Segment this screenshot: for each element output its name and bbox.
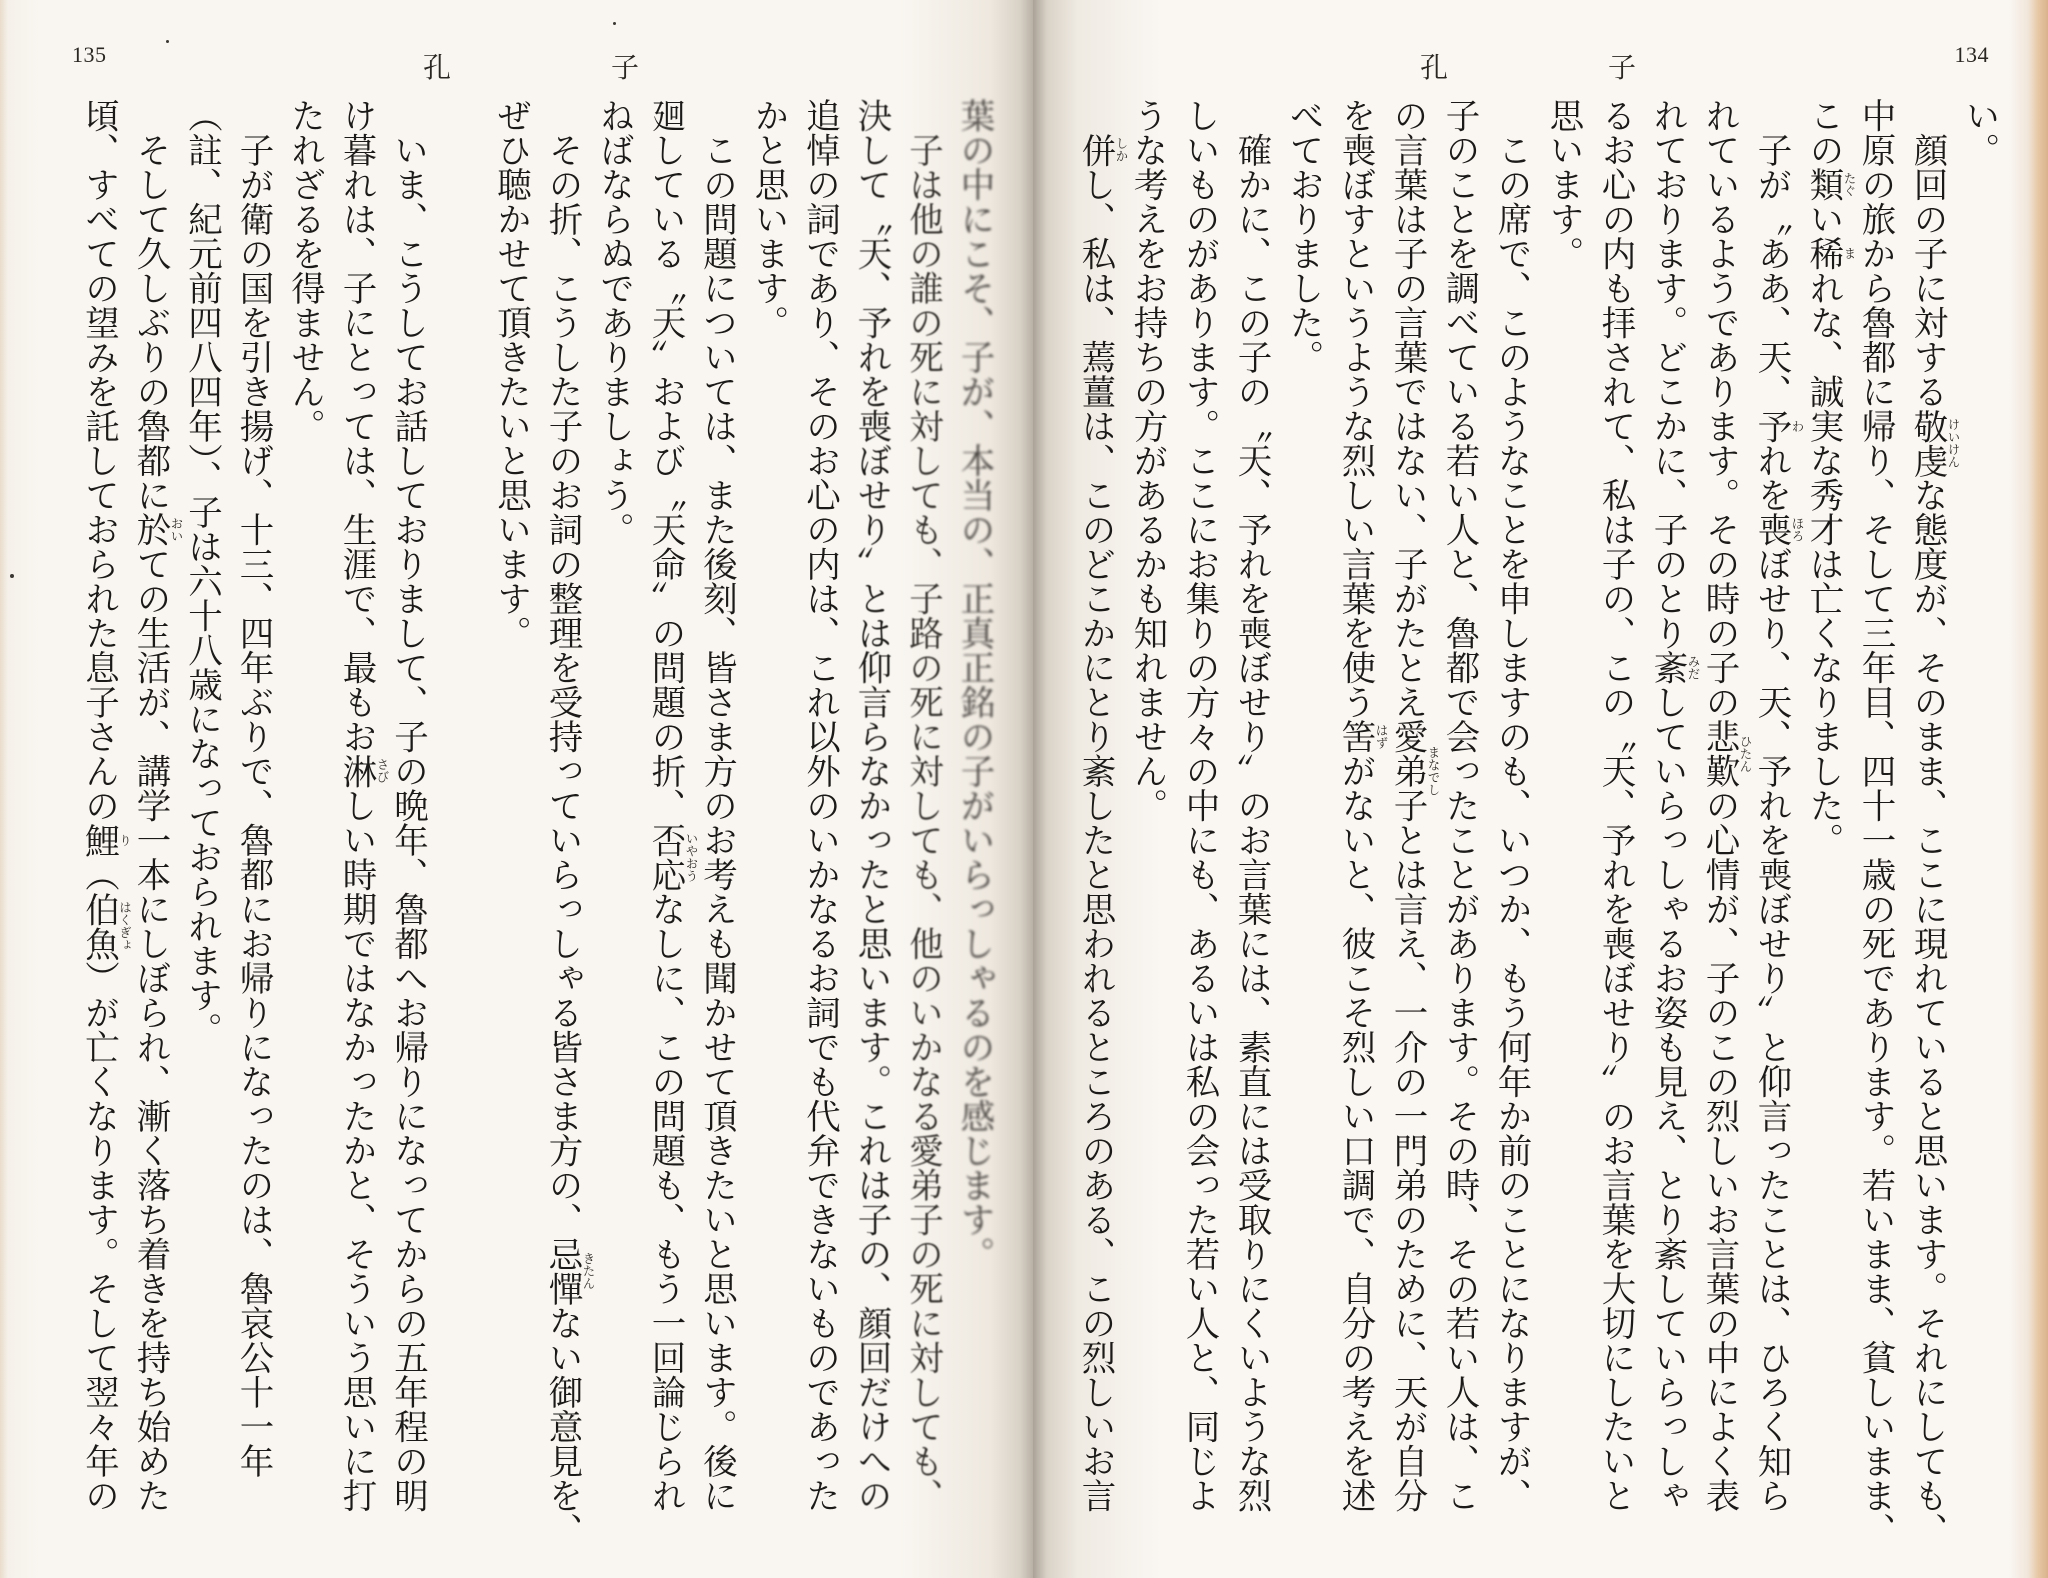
- ruby-word: [1387, 719, 1441, 823]
- text-run: 中原の旅から魯都に帰り、そして三年目、四十一歳の死であります。若いまま、貧しいまま、: [1855, 98, 1895, 1547]
- text-run: ぼせり、天、予れを喪ぼせり〟と仰言ったことは、ひろく知ら: [1751, 546, 1791, 1513]
- text-run: ての生活が、講学一本にしぼられ、漸く落ち着きを持ち始めた: [130, 546, 170, 1513]
- text-line: [948, 98, 1000, 1558]
- ruby-base: 鯉: [78, 822, 119, 857]
- ruby-base: 稀: [1803, 236, 1843, 271]
- ruby-annotation: みだ: [1686, 654, 1701, 680]
- text-run: 思います。: [1543, 98, 1583, 271]
- text-run: その折、こうした子のお詞の整理を受持っていらっしゃる皆さま方の、: [542, 98, 582, 1237]
- text-line: [1901, 98, 1961, 1558]
- text-run: け暮れは、子にとっては、生涯で、最もお: [336, 98, 376, 754]
- text-run: この: [1803, 98, 1843, 167]
- ruby-word: [1335, 719, 1389, 754]
- scan-speck: [613, 22, 616, 25]
- text-run: [1075, 98, 1115, 133]
- text-line: [1745, 98, 1805, 1558]
- ruby-annotation: おい: [169, 516, 184, 542]
- text-line: [1589, 98, 1641, 1558]
- text-line: [1069, 98, 1129, 1558]
- ruby-annotation: はず: [1374, 723, 1389, 749]
- scan-speck: [10, 574, 14, 578]
- text-line: [484, 98, 536, 1558]
- text-run: 顔回の子に対する: [1907, 98, 1947, 409]
- ruby-base: 悲歎: [1699, 719, 1739, 788]
- ruby-annotation: いやおう: [684, 832, 699, 882]
- text-line: [639, 98, 699, 1558]
- ruby-word: [1803, 236, 1857, 271]
- text-line: [1329, 98, 1389, 1558]
- text-run: （註、紀元前四八四年）、子は六十八歳になっておられます。: [181, 98, 222, 1047]
- text-run: れております。どこかに、子のとり: [1647, 98, 1687, 650]
- scan-speck: [166, 40, 169, 43]
- ruby-word: [1647, 650, 1701, 685]
- text-run: 葉の中にこそ、子が、本当の、正真正銘の子がいらっしゃるのを感じます。: [954, 98, 994, 1271]
- ruby-word: [1751, 408, 1805, 444]
- text-run: べておりました。: [1283, 98, 1323, 374]
- left-running-head: 孔子: [423, 51, 800, 84]
- text-line: [1121, 98, 1173, 1558]
- text-run: しいものがあります。ここにお集りの方々の中にも、あるいは私の会った若い人と、同じよ: [1179, 98, 1219, 1513]
- text-line: [1537, 98, 1589, 1558]
- ruby-annotation: まなでし: [1426, 745, 1441, 796]
- text-line: [587, 98, 639, 1558]
- ruby-annotation: たぐ: [1842, 171, 1857, 197]
- ruby-word: [130, 512, 184, 547]
- text-line: [536, 98, 596, 1558]
- left-page-number: 135: [72, 42, 107, 67]
- text-line: [1277, 98, 1329, 1558]
- text-run: かと思います。: [748, 98, 788, 340]
- left-page-body-text: [72, 98, 999, 1558]
- ruby-word: [1751, 512, 1805, 547]
- text-run: ）が亡くなります。そして翌々年の: [78, 960, 119, 1513]
- ruby-annotation: けいけん: [1946, 418, 1961, 468]
- text-line: [1953, 98, 2005, 1558]
- text-run: とは言え、一介の一門弟のために、天が自分: [1387, 822, 1427, 1513]
- ruby-annotation: さび: [375, 758, 390, 784]
- ruby-word: [1907, 408, 1961, 478]
- text-run: この問題については、また後刻、皆さま方のお考えも聞かせて頂きたいと思います。後に: [696, 98, 737, 1513]
- text-run: れを: [1751, 443, 1791, 512]
- text-run: しい時期ではなかったかと、そういう思いに打: [336, 788, 376, 1513]
- ruby-word: [1803, 167, 1857, 202]
- text-run: 確かに、この子の〝天、予れを喪ぼせり〟のお言葉には、素直には受取りにくいような烈: [1231, 98, 1271, 1513]
- text-run: るお心の内も拝されて、私は子の、この〝天、予れを喪ぼせり〟のお言葉を大切にしたいと: [1595, 98, 1635, 1513]
- text-run: がないと、彼こそ烈しい口調で、自分の考えを述: [1335, 753, 1375, 1513]
- text-line: [278, 98, 330, 1558]
- ruby-base: 類: [1803, 167, 1843, 202]
- text-line: [845, 98, 897, 1558]
- text-line: [1433, 98, 1485, 1558]
- ruby-word: [336, 753, 390, 789]
- text-line: [227, 98, 279, 1558]
- text-line: [896, 98, 948, 1558]
- text-run: そして久しぶりの魯都に: [130, 98, 170, 512]
- text-run: な態度が、そのまま、ここに現れていると思います。それにしても、: [1907, 477, 1947, 1547]
- text-line: [381, 98, 433, 1558]
- text-run: 頃、すべての望みを託しておられた息子さんの: [78, 98, 119, 823]
- ruby-word: [542, 1236, 596, 1306]
- text-run: れているようであります。その時の子の: [1699, 98, 1739, 719]
- text-run: い。: [1959, 98, 1999, 167]
- text-run: うな考えをお持ちの方があるかも知れません。: [1127, 98, 1167, 823]
- text-run: ない御意見を、: [542, 1305, 582, 1547]
- text-run: い: [1803, 201, 1843, 236]
- ruby-word: [1075, 132, 1129, 168]
- text-run: の言葉は子の言葉ではない、子がたとえ: [1387, 98, 1427, 719]
- right-page-number: 134: [1954, 42, 1989, 67]
- text-run: ぜひ聴かせて頂きたいと思います。: [490, 98, 531, 650]
- ruby-base: 淋: [336, 753, 376, 788]
- ruby-word: [1699, 719, 1753, 788]
- text-run: していらっしゃるお姿も見え、とり紊していらっしゃ: [1647, 684, 1687, 1513]
- ruby-base: 紊: [1647, 650, 1687, 685]
- text-run: 廻している〝天〟および〝天命〟の問題の折、: [645, 98, 685, 823]
- ruby-annotation: ひたん: [1738, 734, 1753, 773]
- ruby-annotation: ほろ: [1790, 516, 1805, 542]
- ruby-base: 忌憚: [542, 1236, 582, 1306]
- ruby-base: 愛弟子: [1387, 719, 1427, 823]
- ruby-annotation: しか: [1114, 137, 1129, 163]
- ruby-base: 筈: [1335, 719, 1375, 754]
- ruby-base: 予: [1751, 408, 1791, 443]
- text-line: [793, 98, 845, 1558]
- text-run: し、私は、蔫薑は、このどこかにとり紊したと思われるところのある、この烈しいお言: [1075, 167, 1115, 1513]
- text-run: 追悼の詞であり、そのお心の内は、これ以外のいかなるお詞でも代弁できないものであった: [799, 98, 840, 1513]
- ruby-annotation: はくぎょ: [117, 901, 133, 951]
- text-run: たれざるを得ません。: [284, 98, 325, 443]
- text-line: [72, 98, 133, 1558]
- text-run: 決して〝天、予れを喪ぼせり〟とは仰言らなかったと思います。これは子の、顔回だけへの: [851, 98, 891, 1513]
- ruby-base: 喪: [1751, 512, 1791, 547]
- ruby-annotation: わ: [1790, 419, 1805, 432]
- text-run: 子は他の誰の死に対しても、子路の死に対しても、他のいかなる愛弟子の死に対しても、: [902, 98, 943, 1513]
- ruby-base: 伯魚: [78, 891, 119, 961]
- text-run: なしに、この問題も、もう一回論じられ: [645, 891, 685, 1513]
- ruby-word: [645, 822, 699, 892]
- text-line: [433, 98, 485, 1558]
- text-run: この席で、このようなことを申しますのも、いつか、もう何年か前のことになりますが、: [1491, 98, 1531, 1513]
- ruby-base: 敬虔: [1907, 408, 1947, 478]
- text-run: 子が衛の国を引き揚げ、十三、四年ぶりで、魯都にお帰りになったのは、魯哀公十一年: [233, 98, 273, 1478]
- text-line: [1849, 98, 1901, 1558]
- ruby-annotation: ま: [1842, 247, 1857, 260]
- text-run: を喪ぼすというような烈しい言葉を使う: [1335, 98, 1375, 719]
- text-run: の心情が、子のこの烈しいお言葉の中によく表: [1699, 788, 1739, 1513]
- text-run: 子が〝ああ、天、: [1751, 98, 1791, 409]
- ruby-base: 併: [1075, 132, 1115, 167]
- text-run: （: [78, 857, 119, 892]
- text-line: [742, 98, 794, 1558]
- ruby-annotation: り: [117, 833, 133, 846]
- text-run: いま、こうしてお話しておりまして、子の晩年、魯都へお帰りになってからの五年程の明: [387, 98, 428, 1513]
- text-line: [1485, 98, 1537, 1558]
- text-run: れな、誠実な秀才は亡くなりました。: [1803, 270, 1843, 857]
- text-line: [1225, 98, 1277, 1558]
- text-run: ねばならぬでありましょう。: [593, 98, 634, 547]
- ruby-base: 於: [130, 512, 170, 547]
- text-line: [1693, 98, 1753, 1558]
- text-run: 子のことを調べている若い人と、魯都で会ったことがあります。その時、その若い人は、こ: [1439, 98, 1479, 1513]
- text-line: [1173, 98, 1225, 1558]
- right-running-head: 孔子: [1420, 51, 1797, 84]
- text-line: [1641, 98, 1701, 1558]
- ruby-base: 否応: [645, 822, 685, 892]
- ruby-annotation: きたん: [581, 1252, 596, 1290]
- text-line: [1381, 98, 1441, 1558]
- ruby-word: [78, 891, 133, 961]
- text-line: [330, 98, 390, 1558]
- text-line: [175, 98, 227, 1558]
- right-page-body-text: [1069, 98, 2005, 1558]
- ruby-word: [78, 822, 133, 858]
- text-line: [1797, 98, 1857, 1558]
